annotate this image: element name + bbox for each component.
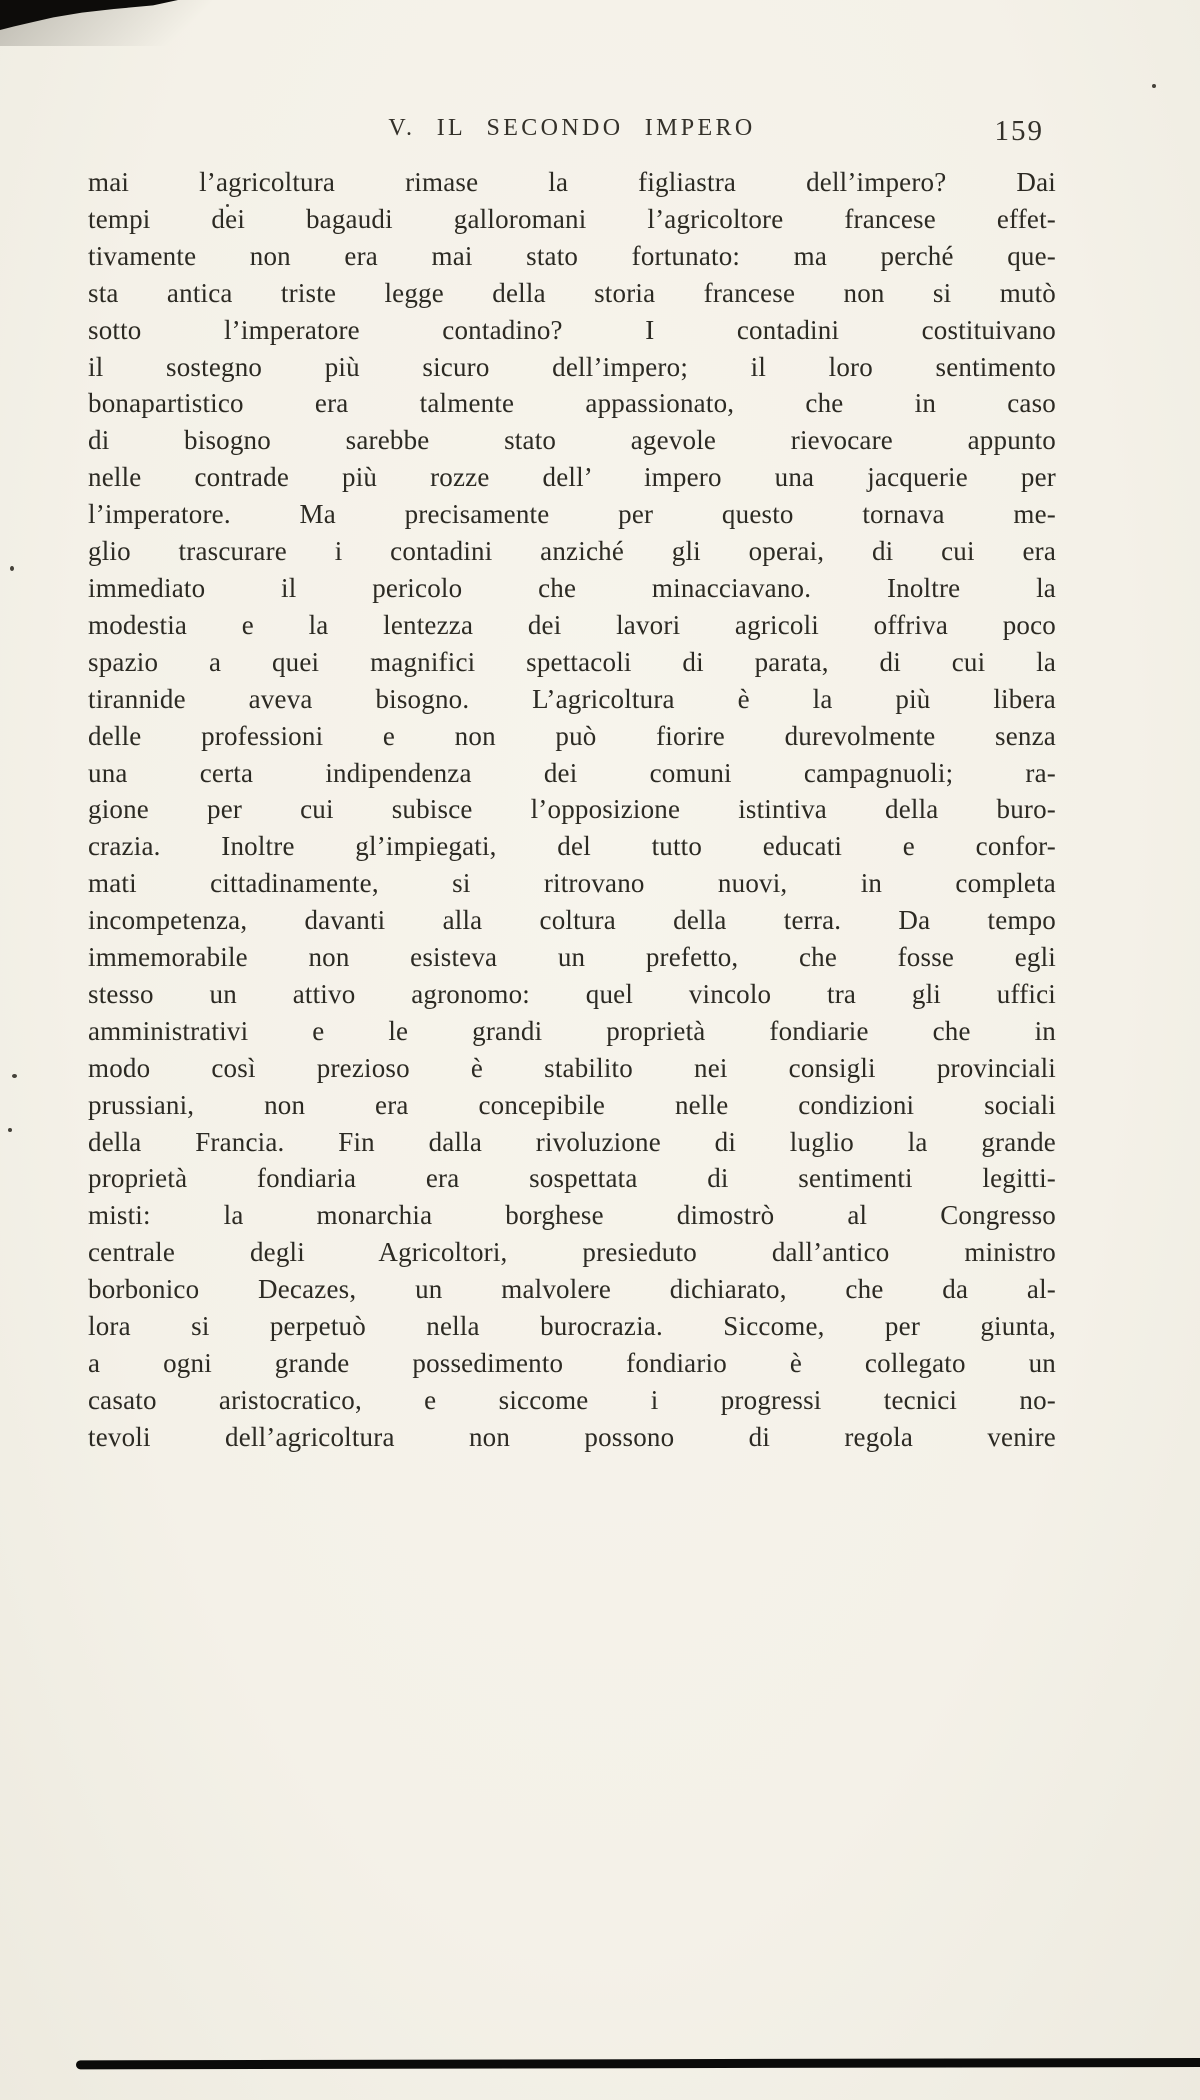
scan-artifact-bottom-line bbox=[76, 2058, 1200, 2069]
running-head bbox=[88, 110, 1056, 146]
scan-artifact-top-left bbox=[0, 0, 178, 30]
text-line: l’imperatore. Ma precisamente per questo tornava me- bbox=[88, 499, 1056, 530]
text-line: sta antica triste legge della storia francese non si mutò bbox=[88, 277, 1056, 308]
text-line: tevoli dell’agricoltura non possono di regola venire bbox=[88, 1421, 1056, 1452]
text-line: prussiani, non era concepibile nelle condizioni sociali bbox=[88, 1089, 1056, 1120]
text-line: proprietà fondiaria era sospettata di sentimenti legitti- bbox=[88, 1163, 1056, 1194]
text-line: crazia. Inoltre gl’impiegati, del tutto educati e confor- bbox=[88, 831, 1056, 862]
text-line: tivamente non era mai stato fortunato: ma perché que- bbox=[88, 240, 1056, 271]
text-line: lora si perpetuò nella burocrazia. Siccome, per giunta, bbox=[88, 1311, 1056, 1342]
text-line: bonapartistico era talmente appassionato, che in caso bbox=[88, 388, 1056, 419]
text-line: immediato il pericolo che minacciavano. Inoltre la bbox=[88, 572, 1056, 603]
running-title: V. IL SECONDO IMPERO bbox=[388, 115, 756, 141]
text-line: di bisogno sarebbe stato agevole rievocare appunto bbox=[88, 425, 1056, 456]
text-line: gione per cui subisce l’opposizione istintiva della buro- bbox=[88, 794, 1056, 825]
text-line: immemorabile non esisteva un prefetto, che fosse egli bbox=[88, 942, 1056, 973]
text-line: a ogni grande possedimento fondiario è collegato un bbox=[88, 1348, 1056, 1378]
page-number: 159 bbox=[994, 115, 1044, 147]
text-line: glio trascurare i contadini anziché gli operai, di cui era bbox=[88, 536, 1056, 567]
text-line: della Francia. Fin dalla rivoluzione di luglio la grande bbox=[88, 1126, 1056, 1157]
text-line: mai l’agricoltura rimase la figliastra dell’impero? Dai bbox=[88, 167, 1056, 197]
text-line: stesso un attivo agronomo: quel vincolo tra gli uffici bbox=[88, 978, 1056, 1009]
body-text bbox=[88, 164, 1056, 1456]
text-line: spazio a quei magnifici spettacoli di parata, di cui la bbox=[88, 646, 1056, 677]
scan-speck bbox=[12, 1074, 17, 1078]
text-line: il sostegno più sicuro dell’impero; il loro sentimento bbox=[88, 351, 1056, 382]
text-line: amministrativi e le grandi proprietà fondiarie che in bbox=[88, 1015, 1056, 1046]
scan-speck bbox=[8, 1128, 12, 1132]
text-line: casato aristocratico, e siccome i progressi tecnici no- bbox=[88, 1384, 1056, 1415]
text-line: delle professioni e non può fiorire durevolmente senza bbox=[88, 720, 1056, 751]
text-line: modestia e la lentezza dei lavori agricoli offriva poco bbox=[88, 609, 1056, 640]
text-line: borbonico Decazes, un malvolere dichiarato, che da al- bbox=[88, 1274, 1056, 1305]
text-line: una certa indipendenza dei comuni campagnuoli; ra- bbox=[88, 757, 1056, 788]
text-line: centrale degli Agricoltori, presieduto dall’antico ministro bbox=[88, 1237, 1056, 1268]
text-line: incompetenza, davanti alla coltura della terra. Da tempo bbox=[88, 905, 1056, 936]
text-line: nelle contrade più rozze dell’ impero una jacquerie per bbox=[88, 462, 1056, 493]
scan-speck bbox=[10, 566, 14, 571]
text-line: tempi dei bagaudi galloromani l’agricoltore francese effet- bbox=[88, 203, 1056, 234]
text-line: mati cittadinamente, si ritrovano nuovi, in completa bbox=[88, 868, 1056, 899]
text-line: misti: la monarchia borghese dimostrò al Congresso bbox=[88, 1200, 1056, 1231]
text-line: tirannide aveva bisogno. L’agricoltura è la più libera bbox=[88, 683, 1056, 714]
text-line: sotto l’imperatore contadino? I contadini costituivano bbox=[88, 314, 1056, 345]
scan-speck bbox=[1152, 84, 1156, 88]
text-line: modo così prezioso è stabilito nei consigli provinciali bbox=[88, 1052, 1056, 1083]
